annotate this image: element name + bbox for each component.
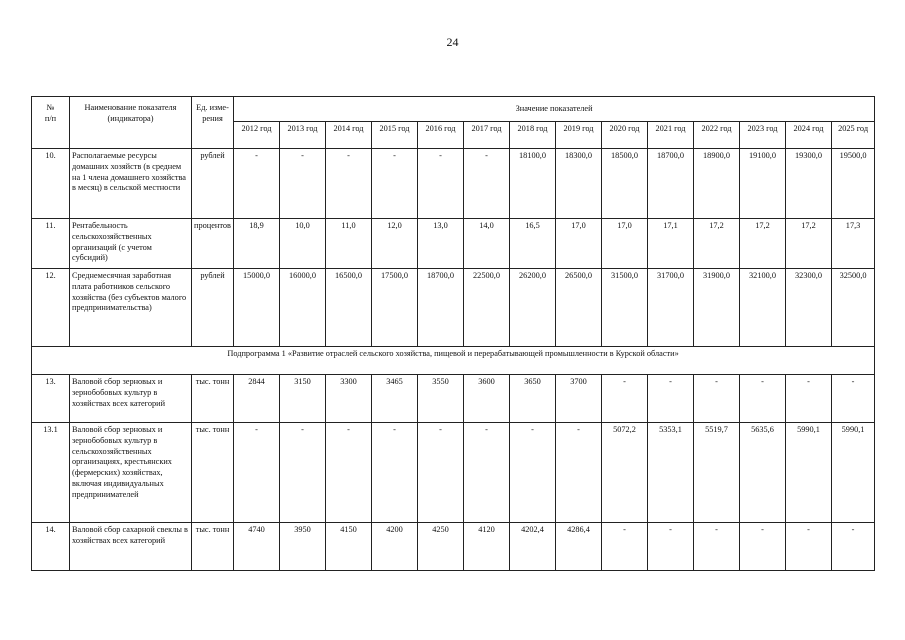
table-row <box>32 423 875 523</box>
value-cell: 4250 <box>418 523 464 571</box>
value-cell: 26500,0 <box>556 269 602 347</box>
value-cell: - <box>326 149 372 219</box>
header-unit: Ед. изме-рения <box>192 97 234 149</box>
value-cell: 4120 <box>464 523 510 571</box>
year-header: 2020 год <box>602 122 648 149</box>
value-cell: 3700 <box>556 375 602 423</box>
value-cell: 17,3 <box>832 219 875 269</box>
value-cell: - <box>648 375 694 423</box>
unit-cell: рублей <box>192 269 234 347</box>
table-row <box>32 149 875 219</box>
value-cell: - <box>464 423 510 523</box>
subprogram-title: Подпрограмма 1 «Развитие отраслей сельского хозяйства, пищевой и перерабатывающей промышленности в Курской области» <box>32 347 875 375</box>
value-cell: 3950 <box>280 523 326 571</box>
indicators-table <box>31 96 875 571</box>
header-num: № п/п <box>32 97 70 149</box>
value-cell: - <box>556 423 602 523</box>
value-cell: 4200 <box>372 523 418 571</box>
value-cell: 17,2 <box>694 219 740 269</box>
row-number: 13. <box>32 375 70 423</box>
row-number: 10. <box>32 149 70 219</box>
table-body-1 <box>32 149 875 347</box>
value-cell: 13,0 <box>418 219 464 269</box>
value-cell: - <box>602 523 648 571</box>
value-cell: - <box>648 523 694 571</box>
value-cell: - <box>832 523 875 571</box>
value-cell: 3150 <box>280 375 326 423</box>
row-number: 13.1 <box>32 423 70 523</box>
row-number: 14. <box>32 523 70 571</box>
value-cell: 17,0 <box>556 219 602 269</box>
value-cell: - <box>740 375 786 423</box>
year-header: 2015 год <box>372 122 418 149</box>
value-cell: 19500,0 <box>832 149 875 219</box>
value-cell: 32500,0 <box>832 269 875 347</box>
value-cell: 2844 <box>234 375 280 423</box>
value-cell: - <box>326 423 372 523</box>
value-cell: - <box>786 523 832 571</box>
year-header: 2022 год <box>694 122 740 149</box>
subprogram-row <box>32 347 875 375</box>
value-cell: 5990,1 <box>786 423 832 523</box>
value-cell: - <box>234 423 280 523</box>
table-row <box>32 523 875 571</box>
indicator-name: Рентабельность сельскохозяйственных организаций (с учетом субсидий) <box>70 219 192 269</box>
value-cell: 18,9 <box>234 219 280 269</box>
value-cell: 3600 <box>464 375 510 423</box>
value-cell: 31500,0 <box>602 269 648 347</box>
value-cell: - <box>832 375 875 423</box>
value-cell: - <box>740 523 786 571</box>
unit-cell: тыс. тонн <box>192 423 234 523</box>
value-cell: 19100,0 <box>740 149 786 219</box>
unit-cell: процентов <box>192 219 234 269</box>
row-number: 12. <box>32 269 70 347</box>
value-cell: 5353,1 <box>648 423 694 523</box>
indicator-name: Среднемесячная заработная плата работников сельского хозяйства (без субъектов малого предпринимательства) <box>70 269 192 347</box>
value-cell: - <box>510 423 556 523</box>
value-cell: 32100,0 <box>740 269 786 347</box>
value-cell: 18300,0 <box>556 149 602 219</box>
year-header: 2016 год <box>418 122 464 149</box>
value-cell: 10,0 <box>280 219 326 269</box>
value-cell: 18100,0 <box>510 149 556 219</box>
value-cell: - <box>372 149 418 219</box>
table-row <box>32 269 875 347</box>
value-cell: - <box>280 149 326 219</box>
value-cell: 5990,1 <box>832 423 875 523</box>
value-cell: 3300 <box>326 375 372 423</box>
indicator-name: Располагаемые ресурсы домашних хозяйств (в среднем на 1 члена домашнего хозяйства в месяц) в сельской местности <box>70 149 192 219</box>
value-cell: 17,0 <box>602 219 648 269</box>
value-cell: 11,0 <box>326 219 372 269</box>
value-cell: 16,5 <box>510 219 556 269</box>
value-cell: 3465 <box>372 375 418 423</box>
value-cell: - <box>694 523 740 571</box>
value-cell: 5635,6 <box>740 423 786 523</box>
value-cell: 32300,0 <box>786 269 832 347</box>
year-header: 2013 год <box>280 122 326 149</box>
year-header: 2019 год <box>556 122 602 149</box>
value-cell: 4286,4 <box>556 523 602 571</box>
table-row <box>32 375 875 423</box>
value-cell: 5519,7 <box>694 423 740 523</box>
value-cell: 4202,4 <box>510 523 556 571</box>
value-cell: 18500,0 <box>602 149 648 219</box>
year-header: 2014 год <box>326 122 372 149</box>
unit-cell: тыс. тонн <box>192 375 234 423</box>
value-cell: - <box>280 423 326 523</box>
value-cell: 19300,0 <box>786 149 832 219</box>
value-cell: 12,0 <box>372 219 418 269</box>
value-cell: 18900,0 <box>694 149 740 219</box>
value-cell: 4740 <box>234 523 280 571</box>
year-header: 2025 год <box>832 122 875 149</box>
unit-cell: тыс. тонн <box>192 523 234 571</box>
indicator-name: Валовой сбор сахарной свеклы в хозяйствах всех категорий <box>70 523 192 571</box>
value-cell: 18700,0 <box>648 149 694 219</box>
value-cell: 18700,0 <box>418 269 464 347</box>
year-header: 2018 год <box>510 122 556 149</box>
value-cell: - <box>694 375 740 423</box>
row-number: 11. <box>32 219 70 269</box>
value-cell: - <box>234 149 280 219</box>
indicator-name: Валовой сбор зерновых и зернобобовых культур в сельскохозяйственных организациях, крестьянских (фермерских) хозяйствах, включая индивидуальных предпринимателей <box>70 423 192 523</box>
page-number: 24 <box>446 35 459 49</box>
value-cell: 17,2 <box>740 219 786 269</box>
table-body-2 <box>32 375 875 571</box>
value-cell: - <box>418 149 464 219</box>
unit-cell: рублей <box>192 149 234 219</box>
header-values-group: Значение показателей <box>234 97 875 122</box>
header-name: Наименование показателя (индикатора) <box>70 97 192 149</box>
table-row <box>32 219 875 269</box>
value-cell: - <box>464 149 510 219</box>
year-header: 2017 год <box>464 122 510 149</box>
value-cell: 14,0 <box>464 219 510 269</box>
value-cell: - <box>786 375 832 423</box>
value-cell: 15000,0 <box>234 269 280 347</box>
value-cell: 3550 <box>418 375 464 423</box>
value-cell: - <box>602 375 648 423</box>
value-cell: 4150 <box>326 523 372 571</box>
value-cell: 26200,0 <box>510 269 556 347</box>
year-header: 2012 год <box>234 122 280 149</box>
value-cell: 16500,0 <box>326 269 372 347</box>
year-header: 2021 год <box>648 122 694 149</box>
value-cell: 17500,0 <box>372 269 418 347</box>
year-header: 2024 год <box>786 122 832 149</box>
value-cell: - <box>418 423 464 523</box>
indicator-name: Валовой сбор зерновых и зернобобовых культур в хозяйствах всех категорий <box>70 375 192 423</box>
value-cell: 3650 <box>510 375 556 423</box>
value-cell: 22500,0 <box>464 269 510 347</box>
value-cell: 31900,0 <box>694 269 740 347</box>
value-cell: 17,2 <box>786 219 832 269</box>
value-cell: 31700,0 <box>648 269 694 347</box>
value-cell: 17,1 <box>648 219 694 269</box>
year-header: 2023 год <box>740 122 786 149</box>
value-cell: 16000,0 <box>280 269 326 347</box>
value-cell: 5072,2 <box>602 423 648 523</box>
value-cell: - <box>372 423 418 523</box>
